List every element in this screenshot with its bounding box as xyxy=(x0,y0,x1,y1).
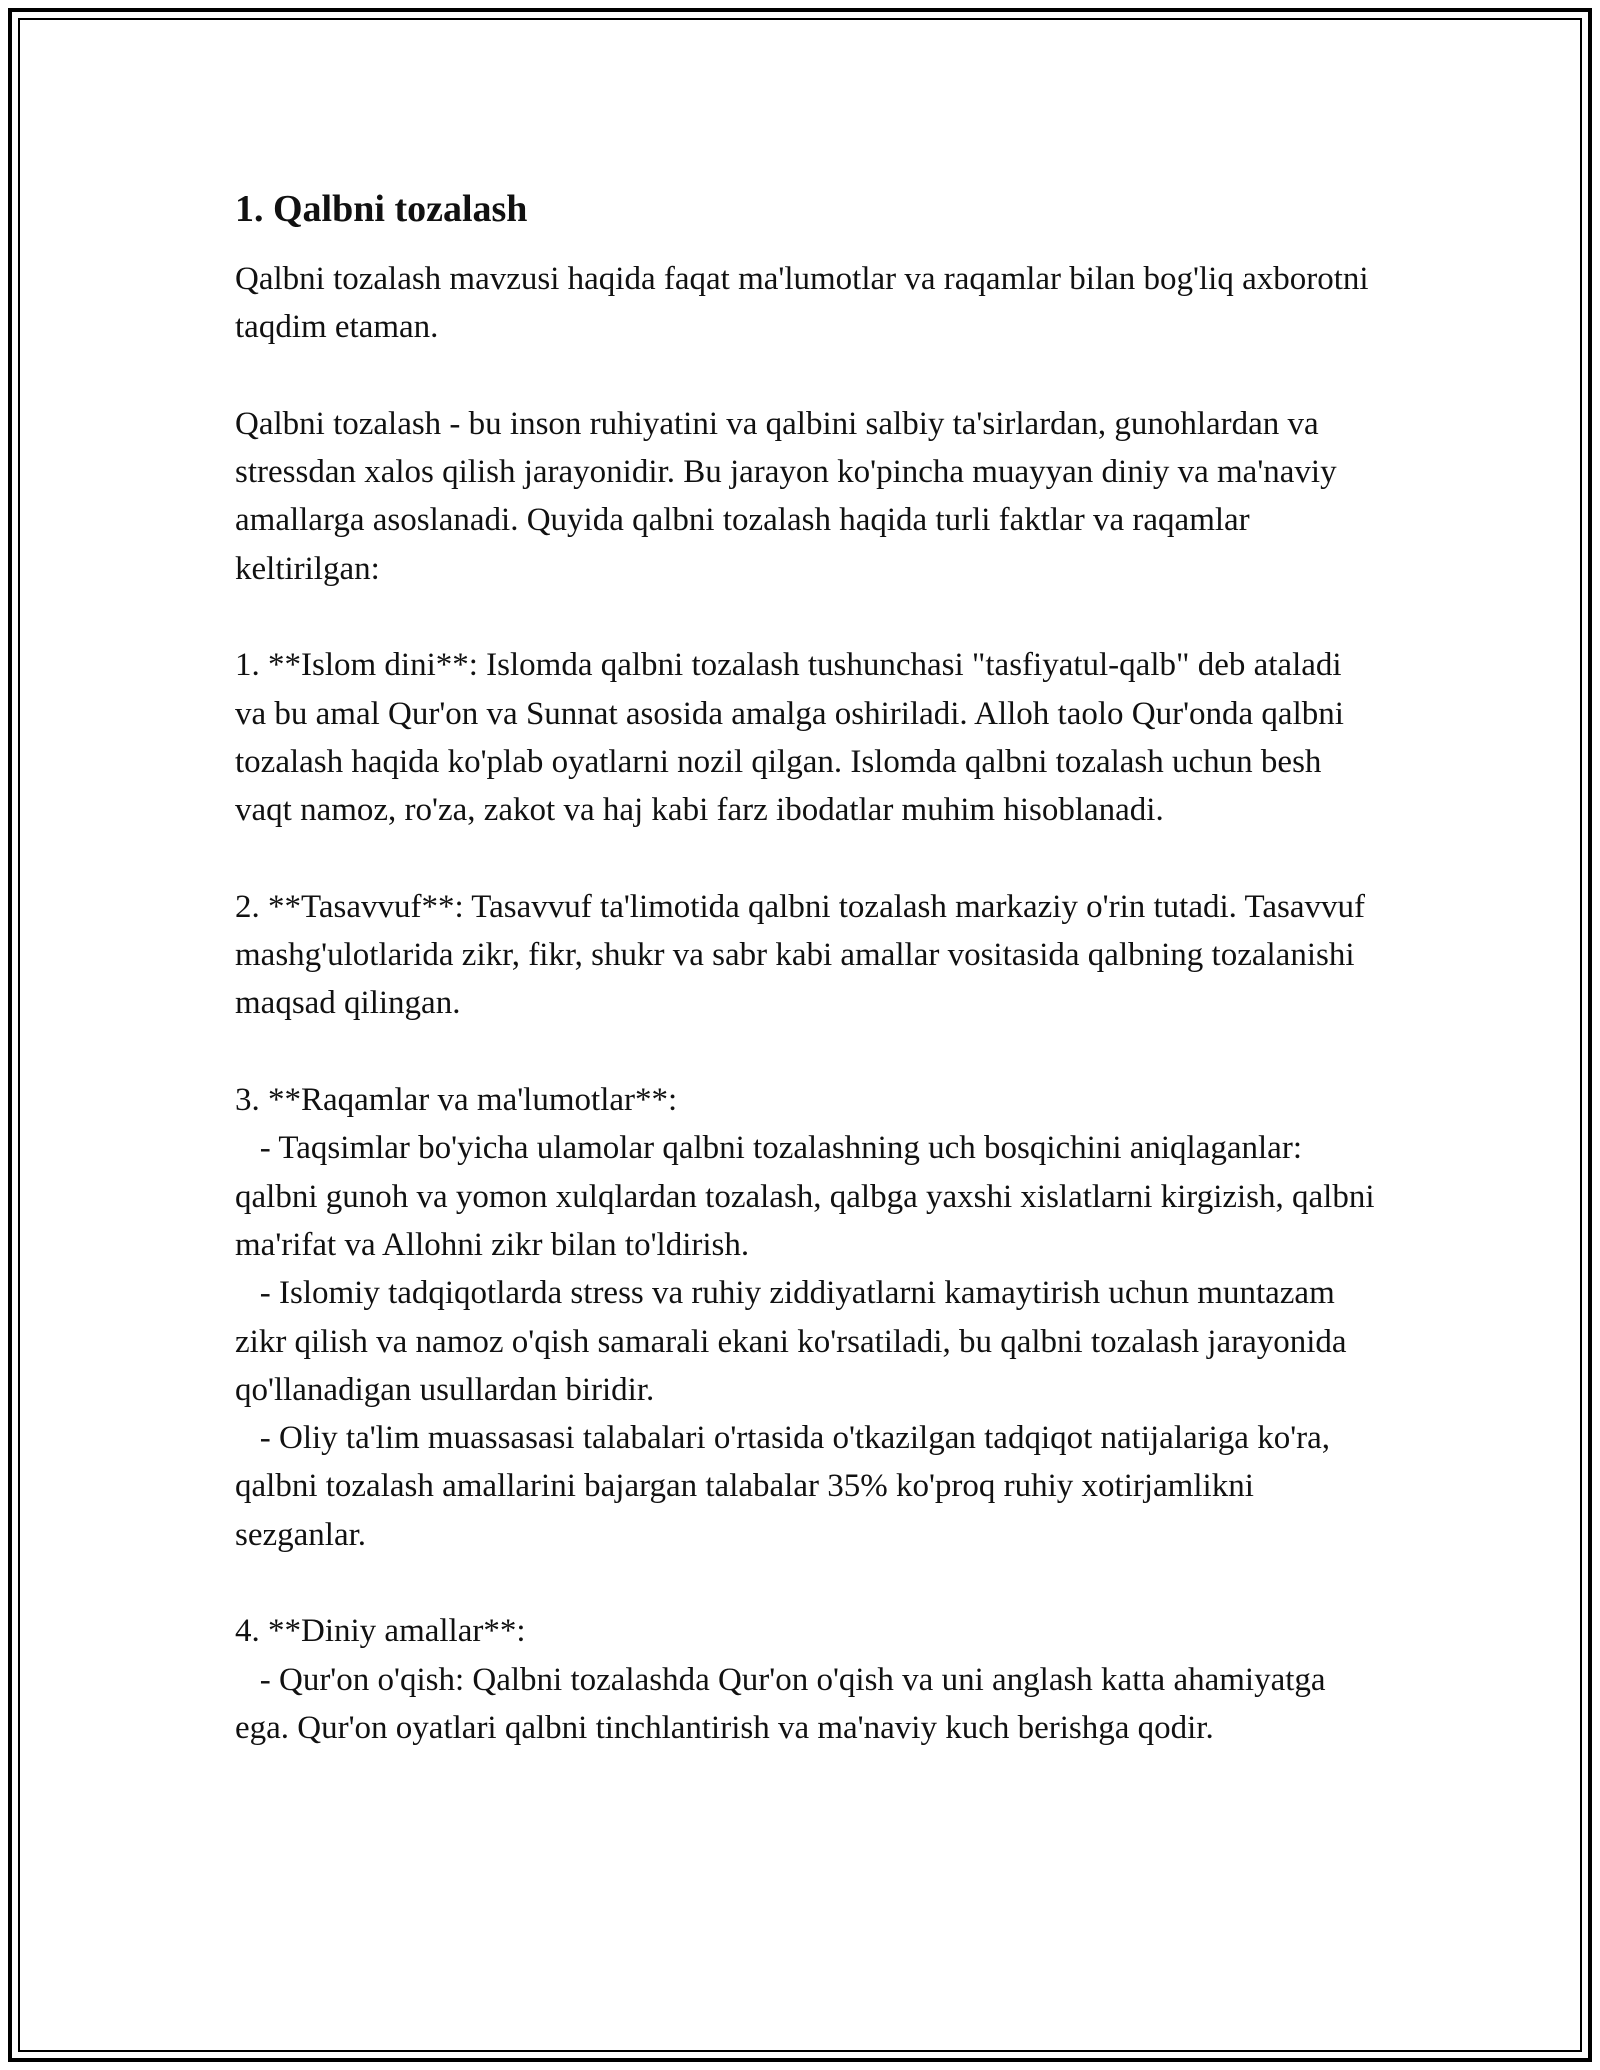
definition-paragraph: Qalbni tozalash - bu inson ruhiyatini va qalbini salbiy ta'sirlardan, gunohlardan va stressdan xalos qilish jarayonidir. Bu jarayon ko'pincha muayyan diniy va ma'naviy amallarga asoslanadi. Quyida qalbni tozalash haqida turli faktlar va raqamlar keltirilgan: xyxy=(235,405,1345,587)
islam-paragraph: 1. **Islom dini**: Islomda qalbni tozalash tushunchasi "tasfiyatul-qalb" deb ataladi va bu amal Qur'on va Sunnat asosida amalga oshiriladi. Alloh taolo Qur'onda qalbni tozalash haqida ko'plab oyatlarni nozil qilgan. Islomda qalbni tozalash uchun besh vaqt namoz, ro'za, zakot va haj kabi farz ibodatlar muhim hisoblanadi. xyxy=(235,647,1353,829)
section-heading: 1. Qalbni tozalash xyxy=(235,188,528,230)
practices-paragraph: 4. **Diniy amallar**: - Qur'on o'qish: Qalbni tozalashda Qur'on o'qish va uni anglash katta ahamiyatga ega. Qur'on oyatlari qalbni tinchlantirish va ma'naviy kuch berishga qodir. xyxy=(235,1613,1326,1746)
intro-paragraph: Qalbni tozalash mavzusi haqida faqat ma'lumotlar va raqamlar bilan bog'liq axborotni taqdim etaman. xyxy=(235,261,1377,346)
document-body xyxy=(235,185,1375,1801)
tasavvuf-paragraph: 2. **Tasavvuf**: Tasavvuf ta'limotida qalbni tozalash markaziy o'rin tutadi. Tasavvuf mashg'ulotlarida zikr, fikr, shukr va sabr kabi amallar vositasida qalbning tozalanishi maqsad qilingan. xyxy=(235,888,1374,1022)
numbers-paragraph: 3. **Raqamlar va ma'lumotlar**: - Taqsimlar bo'yicha ulamolar qalbni tozalashning uch bosqichini aniqlaganlar: qalbni gunoh va yomon xulqlardan tozalash, qalbga yaxshi xislatlarni kirgizish, qalbni ma'rifat va Allohni zikr bilan to'ldirish. - Islomiy tadqiqotlarda stress va ruhiy ziddiyatlarni kamaytirish uchun muntazam zikr qilish va namoz o'qish samarali ekani ko'rsatiladi, bu qalbni tozalash jarayonida qo'llanadigan usullardan biridir. - Oliy ta'lim muassasasi talabalari o'rtasida o'tkazilgan tadqiqot natijalariga ko'ra, qalbni tozalash amallarini bajargan talabalar 35% ko'proq ruhiy xotirjamlikni sezganlar. xyxy=(235,1082,1375,1553)
